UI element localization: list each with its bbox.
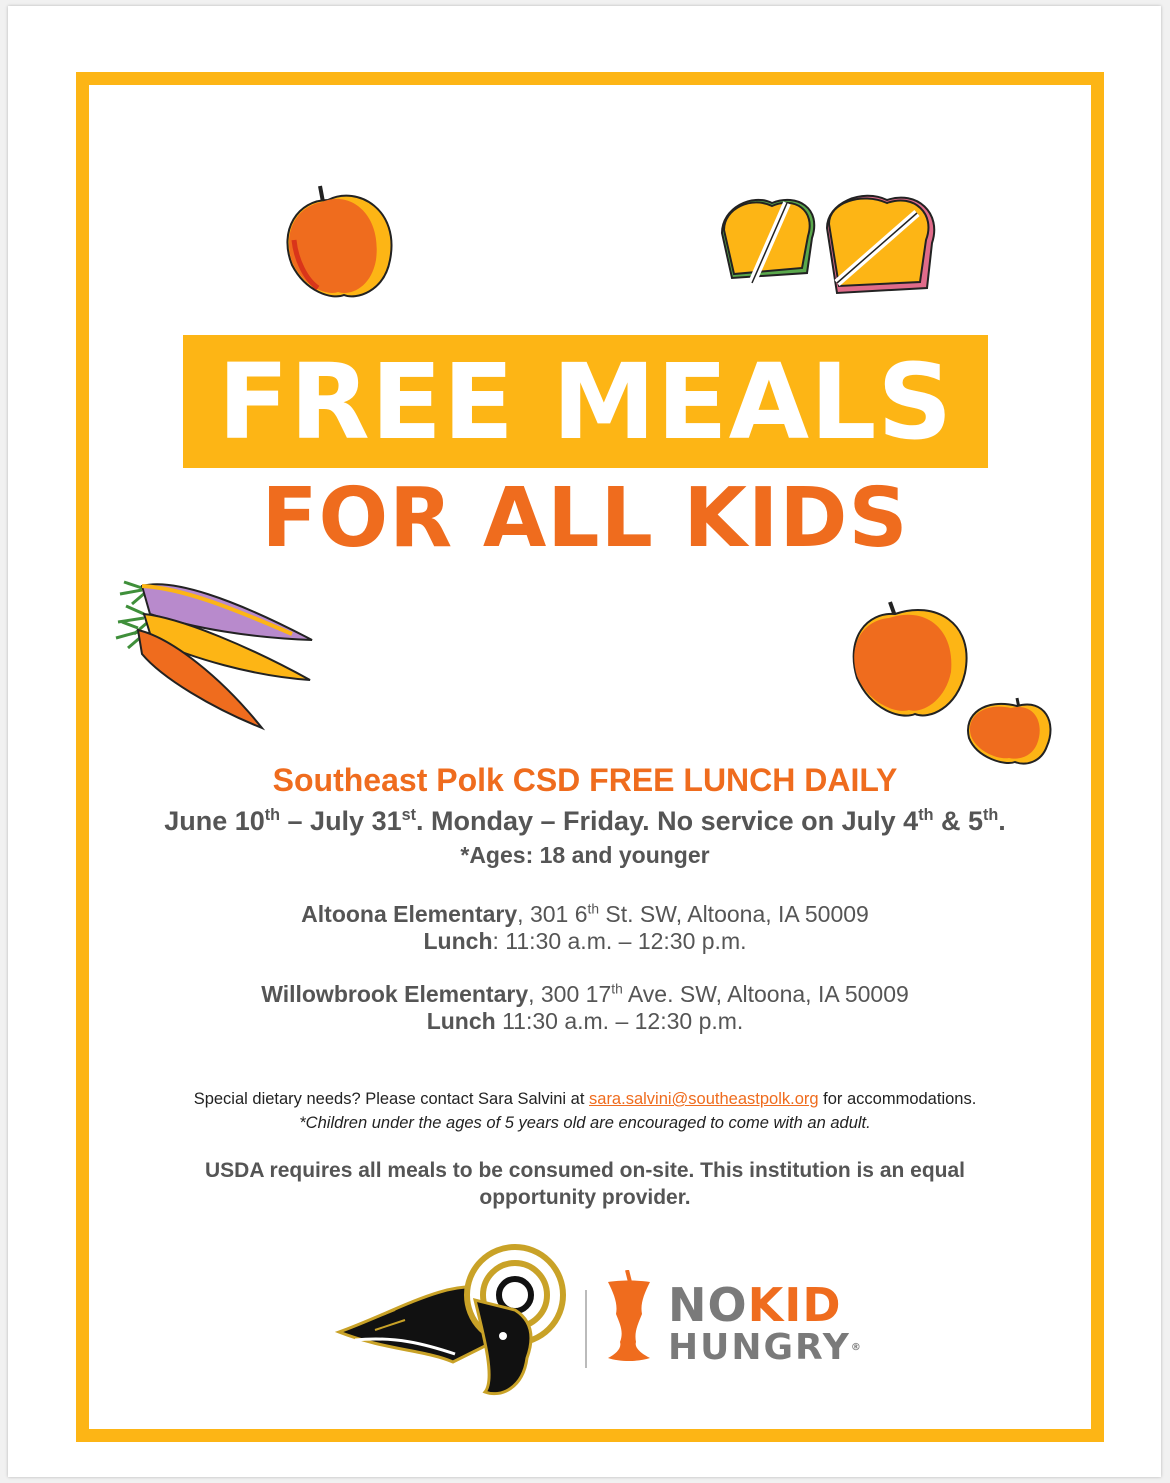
carrots-icon — [112, 578, 322, 733]
age-eligibility: *Ages: 18 and younger — [460, 842, 710, 868]
site-willowbrook: Willowbrook Elementary, 300 17th Ave. SW, Altoona, IA 50009 Lunch 11:30 a.m. – 12:30 p.m. — [261, 981, 909, 1034]
contact-email-link[interactable]: sara.salvini@southeastpolk.org — [589, 1090, 819, 1108]
subhead-title: FOR ALL KIDS — [261, 471, 909, 566]
lunch-program-title: Southeast Polk CSD FREE LUNCH DAILY — [272, 762, 898, 798]
lunch-label: Lunch — [423, 928, 493, 954]
lunch-label: Lunch — [426, 1008, 496, 1034]
ram-mascot-logo — [335, 1240, 570, 1400]
site-name: Altoona Elementary — [301, 901, 518, 927]
children-note: *Children under the ages of 5 years old are encouraged to come with an adult. — [299, 1114, 871, 1132]
dietary-contact: Special dietary needs? Please contact Sara Salvini at sara.salvini@southeastpolk.org for accommodations. — [193, 1090, 977, 1108]
apple-pair-icon — [845, 598, 1055, 773]
no-kid-hungry-logo: NOKID HUNGRY® — [668, 1278, 863, 1368]
service-dates: June 10th – July 31st. Monday – Friday. No service on July 4th & 5th. — [164, 806, 1006, 836]
banner-title: FREE MEALS — [217, 340, 954, 463]
site-name: Willowbrook Elementary — [261, 981, 529, 1007]
usda-statement: USDA requires all meals to be consumed on-site. This institution is an equal opportunity provider. — [204, 1159, 966, 1209]
apple-core-icon — [600, 1270, 658, 1370]
site-altoona: Altoona Elementary, 301 6th St. SW, Altoona, IA 50009 Lunch: 11:30 a.m. – 12:30 p.m. — [301, 901, 869, 954]
sandwich-icon — [712, 188, 942, 300]
free-meals-banner — [183, 335, 988, 468]
logo-divider — [585, 1290, 587, 1368]
apple-icon — [278, 180, 403, 305]
